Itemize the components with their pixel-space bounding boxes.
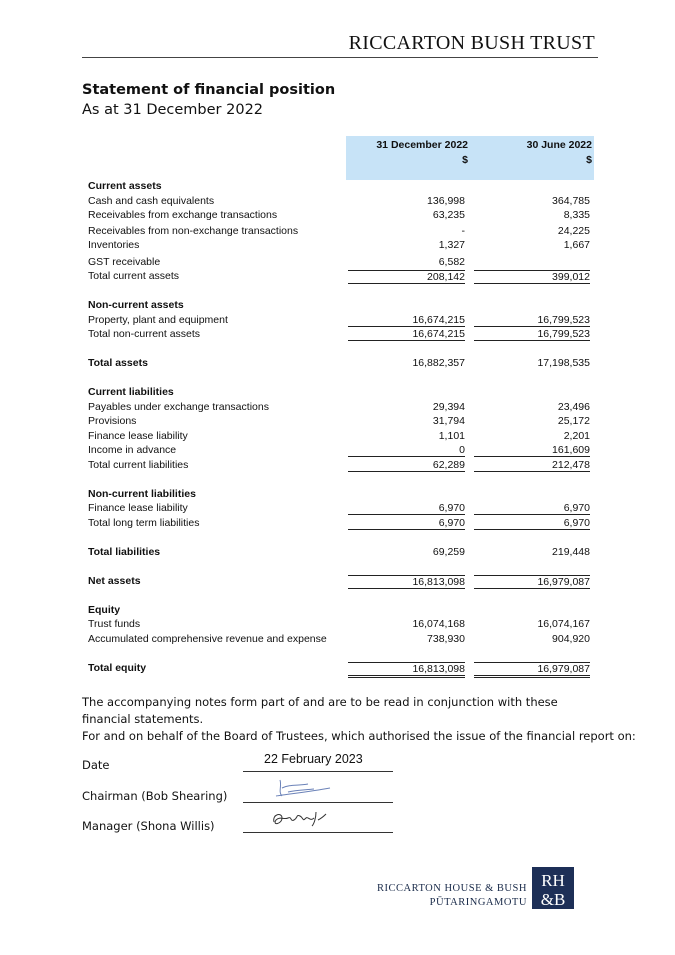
total-equity-row: Total equity 16,813,098 16,979,087 [88, 662, 594, 677]
table-row: Cash and cash equivalents 136,998 364,785 [88, 194, 590, 207]
table-row: Payables under exchange transactions 29,394 23,496 [88, 400, 590, 413]
table-row: Receivables from exchange transactions 63,235 8,335 [88, 209, 590, 221]
column-header-prior [472, 138, 592, 168]
manager-label: Manager (Shona Willis) [82, 819, 215, 833]
chairman-signature-line [243, 802, 393, 803]
section-heading: Current assets [88, 180, 162, 192]
footer-org-name [377, 882, 527, 910]
table-row: Provisions 31,794 25,172 [88, 415, 590, 427]
column-date: 31 December 2022 [376, 139, 468, 151]
authorisation-text: For and on behalf of the Board of Trustees, which authorised the issue of the financial report on: [82, 729, 636, 743]
org-maori-name: PŪTARINGAMOTU [429, 897, 527, 908]
table-row: Finance lease liability 6,970 6,970 [88, 502, 590, 514]
table-row: Income in advance 0 161,609 [88, 444, 590, 456]
table-row: Inventories 1,327 1,667 [88, 239, 590, 251]
manager-signature [268, 806, 338, 830]
notes-text: The accompanying notes form part of and are to be read in conjunction with these financial statements. [82, 695, 558, 726]
org-name-line: RICCARTON HOUSE & BUSH [377, 883, 527, 894]
chairman-label: Chairman (Bob Shearing) [82, 789, 228, 803]
section-heading: Current liabilities [88, 386, 174, 398]
table-row: Property, plant and equipment 16,674,215 16,799,523 [88, 313, 590, 326]
table-row: Accumulated comprehensive revenue and expense 738,930 904,920 [88, 632, 590, 645]
svg-text:RH: RH [541, 871, 565, 890]
manager-signature-line [243, 832, 393, 833]
section-heading: Non-current liabilities [88, 487, 196, 500]
total-row: Total current assets 208,142 399,012 [88, 270, 590, 283]
grand-total-row: Total liabilities 69,259 219,448 [88, 545, 590, 558]
column-date: 30 June 2022 [526, 139, 592, 151]
page-subtitle: As at 31 December 2022 [82, 102, 264, 118]
column-unit: $ [586, 154, 592, 166]
grand-total-row: Total assets 16,882,357 17,198,535 [88, 357, 590, 369]
header-rule [82, 57, 598, 58]
net-assets-row: Net assets 16,813,098 16,979,087 [88, 574, 590, 588]
table-row: Receivables from non-exchange transactions - 24,225 [88, 224, 590, 237]
column-header-current [348, 138, 468, 168]
rhb-logo-mark [532, 867, 574, 909]
table-row: Finance lease liability 1,101 2,201 [88, 429, 590, 442]
date-label: Date [82, 758, 110, 772]
total-row: Total long term liabilities 6,970 6,970 [88, 516, 590, 529]
table-row: Trust funds 16,074,168 16,074,167 [88, 618, 590, 630]
section-heading: Non-current assets [88, 299, 184, 311]
chairman-signature [268, 776, 338, 802]
section-heading: Equity [88, 603, 121, 616]
rhb-logo [532, 867, 574, 909]
date-line [243, 771, 393, 772]
header-title: RICCARTON BUSH TRUST [348, 32, 595, 54]
financial-position-table [88, 180, 594, 676]
page-title: Statement of financial position [82, 82, 336, 98]
total-row: Total current liabilities 62,289 212,478 [88, 458, 590, 471]
date-value: 22 February 2023 [264, 752, 363, 766]
total-row: Total non-current assets 16,674,215 16,799,523 [88, 328, 590, 340]
svg-text:&B: &B [540, 890, 566, 909]
column-unit: $ [462, 154, 468, 166]
table-row: GST receivable 6,582 [88, 255, 465, 268]
